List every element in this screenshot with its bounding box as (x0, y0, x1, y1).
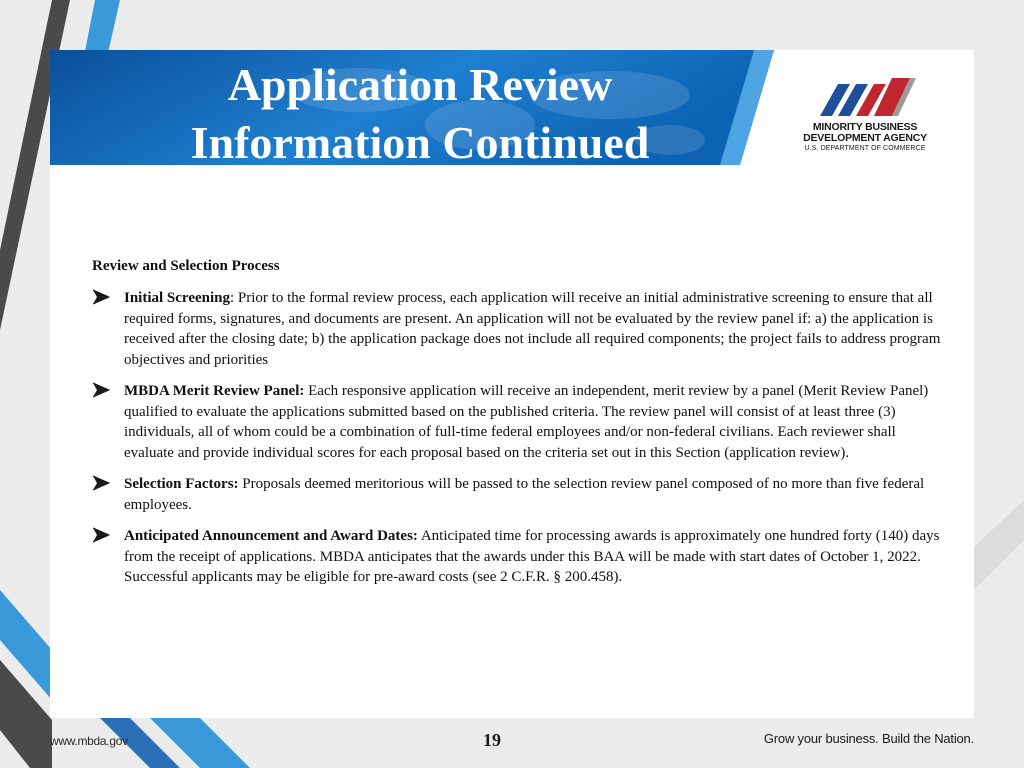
bullet-merit-review-panel (92, 381, 942, 463)
agency-name-line-1: MINORITY BUSINESS (812, 121, 918, 133)
bullet-initial-screening (92, 288, 942, 370)
slide-title (120, 56, 720, 172)
arrow-bullet-icon (92, 474, 110, 492)
bullet-label: Initial Screening (124, 290, 230, 306)
page-number: 19 (483, 730, 501, 750)
bullet-text: Anticipated time for processing awards is approximately one hundred forty (140) days from the receipt of applications. MBDA anticipates that the awards under this BAA will be made with start dates of October 1, 2022. Successful applicants may be eligible for pre-award costs (see 2 C.F.R. § 200.458). (124, 528, 940, 585)
agency-name (780, 122, 950, 154)
footer-tagline: Grow your business. Build the Nation. (763, 731, 974, 746)
bullet-list (92, 288, 942, 588)
bullet-text: Each responsive application will receive an independent, merit review by a panel (Merit Review Panel) qualified to evaluate the applications submitted based on the published criteria. The review panel will consist of at least three (3) individuals, all of whom could be a combination of full-time federal employees and/or non-federal civilians. Each reviewer shall evaluate and provide individual scores for each proposal based on the criteria set out in this Section (application review). (124, 383, 929, 461)
section-heading: Review and Selection Process (92, 258, 280, 274)
bullet-label: MBDA Merit Review Panel: (124, 383, 305, 399)
agency-name-line-2: DEVELOPMENT AGENCY (803, 132, 927, 144)
title-line-1: Application Review (227, 59, 613, 110)
bullet-label: Anticipated Announcement and Award Dates: (124, 528, 418, 544)
arrow-bullet-icon (92, 288, 110, 306)
bullet-label: Selection Factors: (124, 476, 239, 492)
arrow-bullet-icon (92, 526, 110, 544)
title-line-2: Information Continued (190, 117, 650, 168)
slide (50, 50, 974, 718)
arrow-bullet-icon (92, 381, 110, 399)
bullet-announcement-dates (92, 526, 942, 588)
footer-url[interactable]: www.mbda.gov (50, 734, 128, 748)
bullet-text: : Prior to the formal review process, each application will receive an initial administrative screening to ensure that all required forms, signatures, and documents are present. An application will not be evaluated by the review panel if: a) the application is received after the closing date; b) the application package does not include all required components; the project fails to address program objectives and priorities (124, 290, 941, 368)
bullet-selection-factors (92, 474, 942, 515)
bullet-text: Proposals deemed meritorious will be passed to the selection review panel composed of no more than five federal employees. (124, 476, 925, 513)
slide-content (92, 256, 942, 599)
department-name: U.S. DEPARTMENT OF COMMERCE (804, 145, 926, 152)
